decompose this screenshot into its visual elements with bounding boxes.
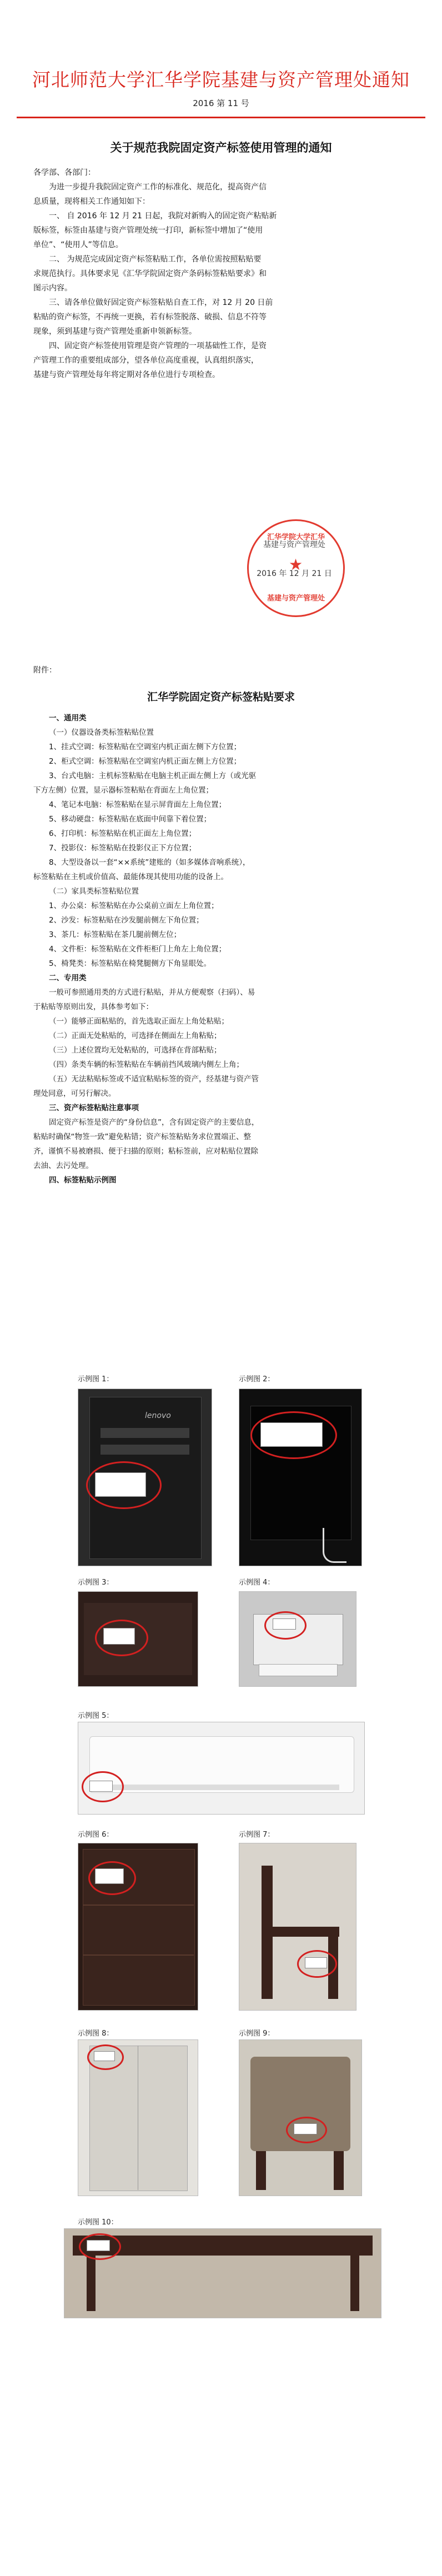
- highlight-circle: [286, 2117, 327, 2143]
- highlight-circle: [86, 1461, 162, 1509]
- rule-line: 齐，谨慎不易被磨损、便于扫描的原则；粘标签前，应对粘贴位置除: [33, 1147, 258, 1156]
- rule-line: （四）条类车辆的标签粘贴在车辆前挡风玻璃内侧左上角；: [49, 1060, 244, 1069]
- example-5-label: 示例图 5：: [78, 1712, 114, 1720]
- brand-logo: lenovo: [145, 1411, 171, 1420]
- attachment-body: [33, 711, 416, 1187]
- item-4-line: 四、固定资产标签使用管理是资产管理的一项基础性工作，是资: [49, 342, 267, 350]
- rule-line: 2、柜式空调：标签粘贴在空调室内机正面左侧上方位置；: [49, 757, 242, 766]
- salutation: 各学部、各部门：: [33, 168, 96, 177]
- intro-line: 息质量，现将相关工作通知如下：: [33, 197, 150, 206]
- rule-line: 1、挂式空调：标签粘贴在空调室内机正面左侧下方位置；: [49, 743, 242, 751]
- rule-line: 8、大型设备以一套“××系统”建账的（如多媒体音响系统），: [49, 858, 250, 867]
- item-1-line: 一、 自 2016 年 12 月 21 日起，我院对新购入的固定资产粘贴新: [49, 212, 277, 220]
- highlight-circle: [88, 1861, 136, 1895]
- example-8-label: 示例图 8：: [78, 2029, 114, 2038]
- highlight-circle: [297, 1950, 337, 1978]
- section-heading: 三、资产标签粘贴注意事项: [49, 1104, 139, 1112]
- doc-number: 2016 第 11 号: [193, 98, 249, 108]
- item-4-line: 产管理工作的重要组成部分，望各单位高度重视，认真组织落实，: [33, 356, 259, 365]
- rule-line: 理处同意，可另行解决。: [33, 1089, 116, 1098]
- item-2-line: 图示内容。: [33, 284, 72, 293]
- rule-line: （五）无法粘贴标签或不适宜粘贴标签的资产，经基建与资产管: [49, 1075, 259, 1084]
- item-2-line: 二、 为规范完成固定资产标签粘贴工作，各单位需按照粘贴要: [49, 255, 262, 264]
- highlight-circle: [95, 1620, 148, 1656]
- signature-date: 2016 年 12 月 21 日: [257, 569, 332, 578]
- example-9-photo: [239, 2039, 362, 2196]
- example-1-label: 示例图 1：: [78, 1375, 114, 1384]
- rule-line: 粘贴时确保“物签一致”避免粘错；资产标签粘贴务求位置端正、整: [33, 1132, 251, 1141]
- rule-line: （二）正面无处粘贴的，可选择在侧面左上角粘贴；: [49, 1031, 222, 1040]
- seal-star-icon: ★: [289, 555, 303, 574]
- rule-line: （三）上述位置均无处粘贴的，可选择在背部粘贴；: [49, 1046, 222, 1055]
- example-3-photo: [78, 1591, 198, 1687]
- rule-line: 下方左侧）位置，显示器标签粘贴在背面左上角位置；: [33, 786, 213, 795]
- rule-line: 4、文件柜：标签粘贴在文件柜柜门上角左上角位置；: [49, 945, 227, 954]
- subsection-heading: （一）仪器设备类标签粘贴位置: [49, 728, 154, 737]
- rule-line: 5、椅凳类：标签粘贴在椅凳腿侧方下角显眼处。: [49, 959, 212, 968]
- section-heading: 四、标签粘贴示例图: [49, 1176, 117, 1185]
- item-4-line: 基建与资产管理处每年将定期对各单位进行专项检查。: [33, 370, 220, 379]
- rule-line: 1、办公桌：标签粘贴在办公桌前立面左上角位置；: [49, 901, 219, 910]
- item-2-line: 求规范执行。具体要求见《汇华学院固定资产条码标签粘贴要求》和: [33, 269, 267, 278]
- attachment-title: 汇华学院固定资产标签粘贴要求: [147, 691, 295, 703]
- item-1-line: 单位”、“使用人”等信息。: [33, 240, 123, 249]
- example-10-label: 示例图 10：: [78, 2218, 118, 2227]
- rule-line: 去油、去污处理。: [33, 1161, 93, 1170]
- item-1-line: 版标签，标签由基建与资产管理处统一打印，新标签中增加了“使用: [33, 226, 263, 235]
- item-3-line: 粘贴的资产标签，不再统一更换，若有标签脱落、破损、信息不符等: [33, 313, 267, 322]
- highlight-circle: [79, 2233, 121, 2260]
- example-3-label: 示例图 3：: [78, 1578, 114, 1587]
- example-4-photo: [239, 1591, 356, 1687]
- seal-bottom-text: 基建与资产管理处: [267, 594, 325, 603]
- item-3-line: 现象，须到基建与资产管理处重新申领新标签。: [33, 327, 197, 336]
- item-3-line: 三、请各单位做好固定资产标签粘贴自查工作，对 12 月 20 日前: [49, 298, 273, 307]
- rule-line: 固定资产标签是资产的“身份信息”，含有固定资产的主要信息，: [49, 1118, 259, 1127]
- section-heading: 二、专用类: [49, 974, 87, 983]
- rule-line: 一般可参照通用类的方式进行粘贴，并从方便观察（扫码）、易: [49, 988, 255, 997]
- notice-title: 关于规范我院固定资产标签使用管理的通知: [110, 141, 332, 154]
- example-9-label: 示例图 9：: [239, 2029, 275, 2038]
- example-4-label: 示例图 4：: [239, 1578, 275, 1587]
- red-divider: [17, 117, 425, 118]
- rule-line: 2、沙发：标签粘贴在沙发腿前侧左下角位置；: [49, 916, 204, 925]
- example-5-photo: [78, 1722, 365, 1815]
- highlight-circle: [87, 2044, 124, 2070]
- highlight-circle: [264, 1611, 307, 1640]
- example-2-label: 示例图 2：: [239, 1375, 275, 1384]
- rule-line: 6、打印机：标签粘贴在机正面左上角位置；: [49, 829, 197, 838]
- rule-line: 标签粘贴在主机或价值高、最能体现其使用功能的设备上。: [33, 873, 228, 881]
- notice-body: [33, 166, 416, 382]
- section-heading: 一、通用类: [49, 714, 87, 723]
- highlight-circle: [82, 1771, 124, 1802]
- example-6-label: 示例图 6：: [78, 1831, 114, 1839]
- example-8-photo: [78, 2039, 198, 2196]
- example-6-photo: [78, 1843, 198, 2011]
- example-1-photo: [78, 1389, 212, 1566]
- example-7-photo: [239, 1843, 356, 2011]
- subsection-heading: （二）家具类标签粘贴位置: [49, 887, 139, 896]
- rule-line: 于粘贴等原则出发，具体参考如下：: [33, 1003, 153, 1011]
- example-2-photo: [239, 1389, 362, 1566]
- intro-line: 为进一步提升我院固定资产工作的标准化、规范化，提高资产信: [49, 183, 267, 192]
- rule-line: （一）能够正面粘贴的，首先选取正面左上角处粘贴；: [49, 1017, 229, 1026]
- rule-line: 3、台式电脑：主机标签粘贴在电脑主机正面左侧上方（或光驱: [49, 771, 257, 780]
- example-10-photo: [64, 2228, 381, 2318]
- rule-line: 3、茶几：标签粘贴在茶几腿前侧左位；: [49, 930, 182, 939]
- signature-unit: 基建与资产管理处: [263, 540, 325, 549]
- rule-line: 5、移动硬盘：标签粘贴在底面中间靠下着位置；: [49, 815, 212, 824]
- highlight-circle: [250, 1411, 337, 1459]
- example-7-label: 示例图 7：: [239, 1831, 275, 1839]
- rule-line: 7、投影仪：标签粘贴在投影仪正下方位置；: [49, 844, 197, 853]
- attachment-label: 附件：: [33, 666, 57, 675]
- header-title: 河北师范大学汇华学院基建与资产管理处通知: [32, 69, 410, 91]
- seal-top-text: 汇华学院大学汇华: [267, 533, 325, 542]
- rule-line: 4、笔记本电脑：标签粘贴在显示屏背面左上角位置；: [49, 800, 227, 809]
